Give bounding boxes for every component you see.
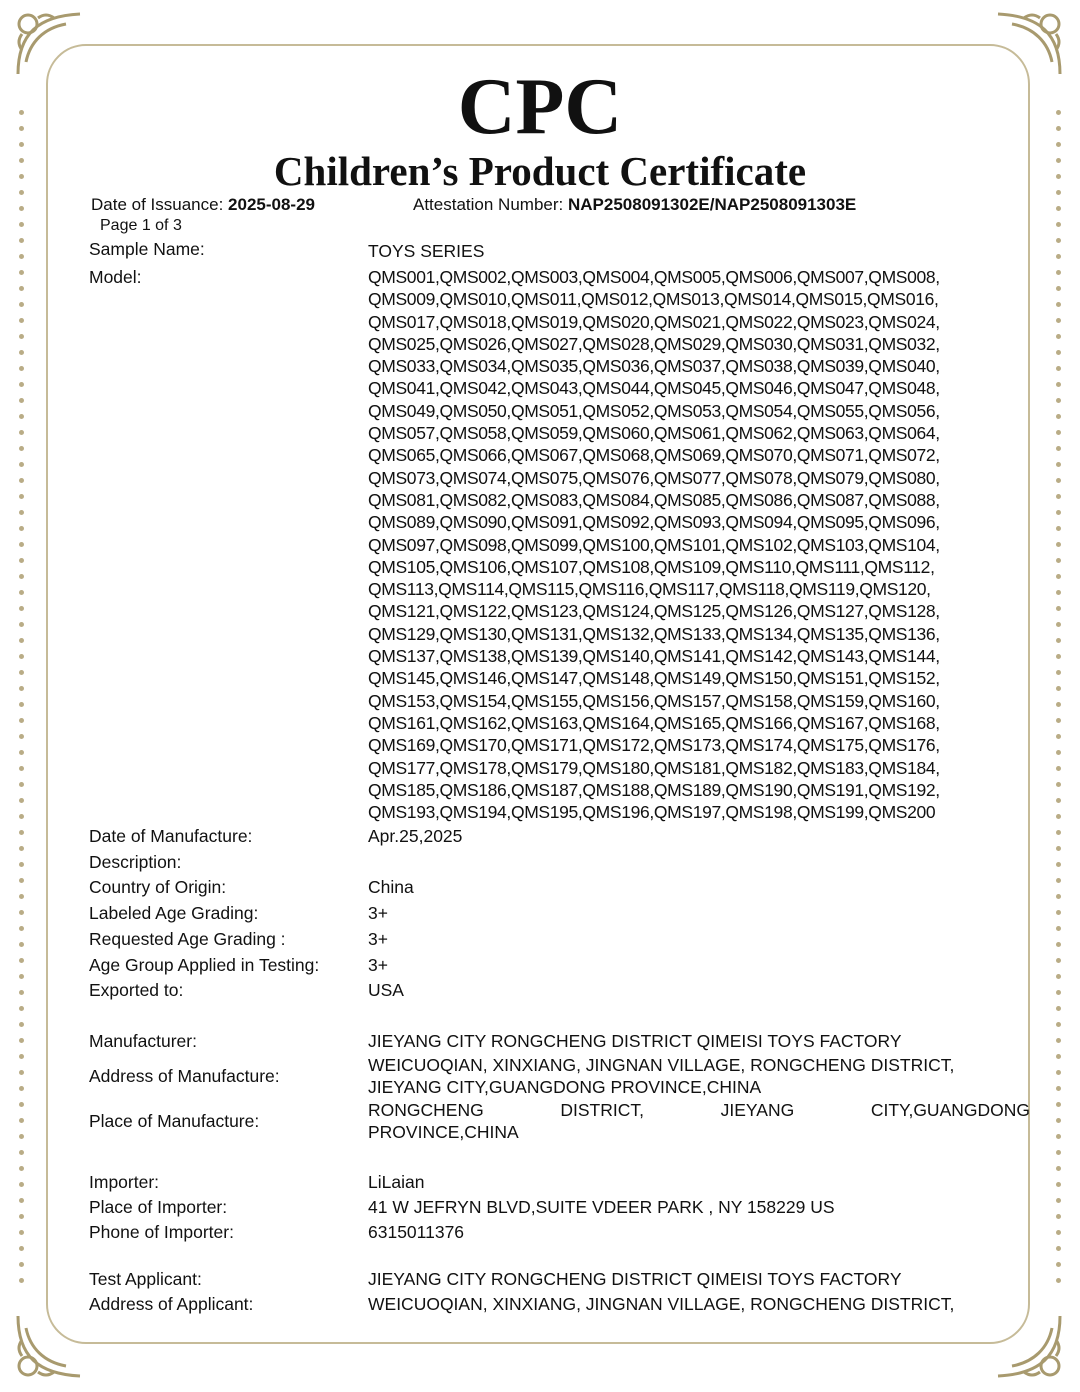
border-dot bbox=[1056, 382, 1061, 387]
border-dot bbox=[1056, 878, 1061, 883]
border-dot bbox=[1056, 238, 1061, 243]
place-manufacture-value bbox=[368, 1099, 1030, 1143]
border-dot bbox=[19, 302, 24, 307]
model-line: QMS177,QMS178,QMS179,QMS180,QMS181,QMS182,QMS183,QMS184, bbox=[368, 757, 940, 778]
tested-age-value: 3+ bbox=[368, 955, 388, 975]
border-dot bbox=[1056, 1230, 1061, 1235]
border-dot bbox=[19, 334, 24, 339]
model-line: QMS137,QMS138,QMS139,QMS140,QMS141,QMS142,QMS143,QMS144, bbox=[368, 646, 940, 667]
border-dot bbox=[1056, 414, 1061, 419]
model-line: QMS161,QMS162,QMS163,QMS164,QMS165,QMS166,QMS167,QMS168, bbox=[368, 712, 940, 733]
importer-place-label: Place of Importer: bbox=[89, 1197, 228, 1217]
model-line: QMS169,QMS170,QMS171,QMS172,QMS173,QMS174,QMS175,QMS176, bbox=[368, 735, 940, 756]
border-dot bbox=[19, 1150, 24, 1155]
issuance-date-value: 2025-08-29 bbox=[228, 195, 316, 214]
border-dot bbox=[19, 622, 24, 627]
border-dot bbox=[1056, 1166, 1061, 1171]
attestation-number bbox=[413, 195, 856, 215]
border-dot bbox=[1056, 446, 1061, 451]
border-dot bbox=[19, 350, 24, 355]
border-dot bbox=[19, 510, 24, 515]
border-dot bbox=[1056, 526, 1061, 531]
exported-label: Exported to: bbox=[89, 980, 184, 1000]
border-dot bbox=[1056, 1070, 1061, 1075]
requested-age-label: Requested Age Grading : bbox=[89, 929, 286, 949]
model-line: QMS017,QMS018,QMS019,QMS020,QMS021,QMS022,QMS023,QMS024, bbox=[368, 311, 940, 332]
border-dot bbox=[19, 686, 24, 691]
border-dot bbox=[19, 974, 24, 979]
ornament-corner-bottom-left-icon bbox=[8, 1306, 88, 1386]
border-dot bbox=[19, 270, 24, 275]
border-dot bbox=[1056, 350, 1061, 355]
border-dot bbox=[1056, 462, 1061, 467]
border-dot bbox=[19, 574, 24, 579]
border-dot bbox=[19, 430, 24, 435]
model-line: QMS113,QMS114,QMS115,QMS116,QMS117,QMS118,QMS119,QMS120, bbox=[368, 579, 931, 600]
border-dot bbox=[1056, 638, 1061, 643]
issuance-date bbox=[91, 195, 315, 215]
border-dot bbox=[1056, 494, 1061, 499]
border-dot bbox=[1056, 830, 1061, 835]
border-dot bbox=[1056, 478, 1061, 483]
model-line: QMS033,QMS034,QMS035,QMS036,QMS037,QMS038,QMS039,QMS040, bbox=[368, 356, 940, 377]
border-dot bbox=[19, 894, 24, 899]
border-dot bbox=[19, 1038, 24, 1043]
model-label: Model: bbox=[89, 267, 142, 287]
border-dot bbox=[1056, 702, 1061, 707]
dotted-border-top bbox=[134, 16, 954, 22]
border-dot bbox=[1056, 654, 1061, 659]
sample-name-label: Sample Name: bbox=[89, 239, 205, 259]
place-manufacture-line-2: PROVINCE,CHINA bbox=[368, 1122, 519, 1142]
sample-name-value: TOYS SERIES bbox=[368, 241, 485, 261]
border-dot bbox=[19, 254, 24, 259]
border-dot bbox=[19, 1214, 24, 1219]
address-manufacture-line-1: WEICUOQIAN, XINXIANG, JINGNAN VILLAGE, RONGCHENG DISTRICT, bbox=[368, 1055, 955, 1075]
origin-label: Country of Origin: bbox=[89, 877, 227, 897]
manufacturer-value: JIEYANG CITY RONGCHENG DISTRICT QIMEISI TOYS FACTORY bbox=[368, 1031, 902, 1051]
border-dot bbox=[1056, 1134, 1061, 1139]
border-dot bbox=[19, 862, 24, 867]
applicant-address-value: WEICUOQIAN, XINXIANG, JINGNAN VILLAGE, RONGCHENG DISTRICT, bbox=[368, 1294, 955, 1314]
border-dot bbox=[19, 1086, 24, 1091]
model-line: QMS097,QMS098,QMS099,QMS100,QMS101,QMS102,QMS103,QMS104, bbox=[368, 534, 940, 555]
border-dot bbox=[1056, 302, 1061, 307]
border-dot bbox=[19, 830, 24, 835]
border-dot bbox=[19, 910, 24, 915]
border-dot bbox=[19, 1230, 24, 1235]
place-manufacture-line-1: RONGCHENG DISTRICT, JIEYANG CITY,GUANGDONG bbox=[368, 1100, 1030, 1120]
importer-place-value: 41 W JEFRYN BLVD,SUITE VDEER PARK , NY 158229 US bbox=[368, 1197, 835, 1217]
border-dot bbox=[1056, 1038, 1061, 1043]
manufacture-date-value: Apr.25,2025 bbox=[368, 826, 463, 846]
address-manufacture-label: Address of Manufacture: bbox=[89, 1066, 280, 1086]
model-line: QMS065,QMS066,QMS067,QMS068,QMS069,QMS070,QMS071,QMS072, bbox=[368, 445, 940, 466]
model-line: QMS185,QMS186,QMS187,QMS188,QMS189,QMS190,QMS191,QMS192, bbox=[368, 779, 940, 800]
border-dot bbox=[1056, 366, 1061, 371]
border-dot bbox=[19, 478, 24, 483]
border-dot bbox=[1056, 510, 1061, 515]
border-dot bbox=[19, 782, 24, 787]
applicant-value: JIEYANG CITY RONGCHENG DISTRICT QIMEISI TOYS FACTORY bbox=[368, 1269, 902, 1289]
border-dot bbox=[19, 1278, 24, 1283]
border-dot bbox=[19, 446, 24, 451]
border-dot bbox=[19, 638, 24, 643]
border-dot bbox=[1056, 734, 1061, 739]
border-dot bbox=[19, 846, 24, 851]
border-dot bbox=[19, 398, 24, 403]
border-dot bbox=[19, 590, 24, 595]
labeled-age-label: Labeled Age Grading: bbox=[89, 903, 259, 923]
border-dot bbox=[1056, 1054, 1061, 1059]
model-line: QMS009,QMS010,QMS011,QMS012,QMS013,QMS014,QMS015,QMS016, bbox=[368, 289, 939, 310]
border-dot bbox=[19, 734, 24, 739]
border-dot bbox=[1056, 1246, 1061, 1251]
border-dot bbox=[19, 990, 24, 995]
border-dot bbox=[1056, 958, 1061, 963]
border-dot bbox=[19, 1118, 24, 1123]
border-dot bbox=[19, 222, 24, 227]
border-dot bbox=[19, 1134, 24, 1139]
labeled-age-value: 3+ bbox=[368, 903, 388, 923]
border-dot bbox=[19, 414, 24, 419]
model-line: QMS089,QMS090,QMS091,QMS092,QMS093,QMS094,QMS095,QMS096, bbox=[368, 512, 940, 533]
border-dot bbox=[1056, 798, 1061, 803]
border-dot bbox=[19, 1054, 24, 1059]
border-dot bbox=[1056, 1214, 1061, 1219]
border-dot bbox=[1056, 1006, 1061, 1011]
border-dot bbox=[1056, 270, 1061, 275]
border-dot bbox=[1056, 1086, 1061, 1091]
border-dot bbox=[1056, 1262, 1061, 1267]
tested-age-label: Age Group Applied in Testing: bbox=[89, 955, 320, 975]
border-dot bbox=[1056, 222, 1061, 227]
border-dot bbox=[1056, 558, 1061, 563]
border-dot bbox=[1056, 990, 1061, 995]
exported-value: USA bbox=[368, 980, 404, 1000]
page-number: Page 1 of 3 bbox=[100, 217, 182, 234]
border-dot bbox=[19, 238, 24, 243]
border-dot bbox=[1056, 1278, 1061, 1283]
model-line: QMS105,QMS106,QMS107,QMS108,QMS109,QMS110,QMS111,QMS112, bbox=[368, 556, 935, 577]
ornament-corner-bottom-right-icon bbox=[990, 1306, 1070, 1386]
model-line: QMS129,QMS130,QMS131,QMS132,QMS133,QMS134,QMS135,QMS136, bbox=[368, 623, 940, 644]
border-dot bbox=[19, 958, 24, 963]
border-dot bbox=[1056, 766, 1061, 771]
applicant-label: Test Applicant: bbox=[89, 1269, 202, 1289]
border-dot bbox=[19, 1246, 24, 1251]
importer-label: Importer: bbox=[89, 1172, 160, 1192]
border-dot bbox=[19, 766, 24, 771]
origin-value: China bbox=[368, 877, 414, 897]
border-dot bbox=[19, 382, 24, 387]
attestation-label: Attestation Number: bbox=[413, 195, 564, 214]
border-dot bbox=[1056, 606, 1061, 611]
border-dot bbox=[19, 878, 24, 883]
model-line: QMS025,QMS026,QMS027,QMS028,QMS029,QMS030,QMS031,QMS032, bbox=[368, 333, 940, 354]
border-dot bbox=[19, 558, 24, 563]
address-manufacture-line-2: JIEYANG CITY,GUANGDONG PROVINCE,CHINA bbox=[368, 1077, 762, 1097]
border-dot bbox=[19, 1166, 24, 1171]
border-dot bbox=[19, 718, 24, 723]
manufacture-date-label: Date of Manufacture: bbox=[89, 826, 253, 846]
border-dot bbox=[1056, 910, 1061, 915]
border-dot bbox=[19, 1182, 24, 1187]
border-dot bbox=[1056, 622, 1061, 627]
border-dot bbox=[19, 1198, 24, 1203]
dotted-border-bottom bbox=[134, 1372, 954, 1378]
border-dot bbox=[1056, 894, 1061, 899]
border-dot bbox=[19, 750, 24, 755]
manufacturer-label: Manufacturer: bbox=[89, 1031, 197, 1051]
model-line: QMS153,QMS154,QMS155,QMS156,QMS157,QMS158,QMS159,QMS160, bbox=[368, 690, 940, 711]
border-dot bbox=[19, 206, 24, 211]
border-dot bbox=[1056, 574, 1061, 579]
border-dot bbox=[1056, 398, 1061, 403]
border-dot bbox=[1056, 782, 1061, 787]
border-dot bbox=[19, 798, 24, 803]
border-dot bbox=[1056, 334, 1061, 339]
model-line: QMS041,QMS042,QMS043,QMS044,QMS045,QMS046,QMS047,QMS048, bbox=[368, 378, 940, 399]
model-list bbox=[368, 266, 1030, 823]
border-dot bbox=[19, 942, 24, 947]
requested-age-value: 3+ bbox=[368, 929, 388, 949]
border-dot bbox=[1056, 1118, 1061, 1123]
border-dot bbox=[1056, 846, 1061, 851]
issuance-date-label: Date of Issuance: bbox=[91, 195, 224, 214]
model-line: QMS145,QMS146,QMS147,QMS148,QMS149,QMS150,QMS151,QMS152, bbox=[368, 668, 940, 689]
border-dot bbox=[1056, 718, 1061, 723]
importer-value: LiLaian bbox=[368, 1172, 425, 1192]
border-dot bbox=[1056, 686, 1061, 691]
border-dot bbox=[1056, 542, 1061, 547]
border-dot bbox=[1056, 1198, 1061, 1203]
model-line: QMS193,QMS194,QMS195,QMS196,QMS197,QMS198,QMS199,QMS200 bbox=[368, 802, 936, 823]
border-dot bbox=[19, 926, 24, 931]
border-dot bbox=[1056, 254, 1061, 259]
model-line: QMS121,QMS122,QMS123,QMS124,QMS125,QMS126,QMS127,QMS128, bbox=[368, 601, 940, 622]
border-dot bbox=[1056, 942, 1061, 947]
border-dot bbox=[19, 606, 24, 611]
applicant-address-label: Address of Applicant: bbox=[89, 1294, 254, 1314]
border-dot bbox=[19, 286, 24, 291]
border-dot bbox=[19, 366, 24, 371]
model-line: QMS081,QMS082,QMS083,QMS084,QMS085,QMS086,QMS087,QMS088, bbox=[368, 489, 940, 510]
border-dot bbox=[19, 1070, 24, 1075]
certificate-subtitle: Children’s Product Certificate bbox=[273, 148, 807, 194]
border-dot bbox=[1056, 862, 1061, 867]
border-dot bbox=[1056, 318, 1061, 323]
border-dot bbox=[1056, 670, 1061, 675]
importer-phone-label: Phone of Importer: bbox=[89, 1222, 234, 1242]
border-dot bbox=[19, 1022, 24, 1027]
dotted-border-left bbox=[19, 110, 25, 1290]
border-dot bbox=[1056, 1150, 1061, 1155]
border-dot bbox=[1056, 206, 1061, 211]
border-dot bbox=[19, 462, 24, 467]
border-dot bbox=[19, 814, 24, 819]
border-dot bbox=[19, 702, 24, 707]
border-dot bbox=[1056, 1022, 1061, 1027]
border-dot bbox=[19, 1102, 24, 1107]
border-dot bbox=[1056, 814, 1061, 819]
place-manufacture-label: Place of Manufacture: bbox=[89, 1111, 260, 1131]
certificate-title: CPC bbox=[457, 63, 623, 151]
address-manufacture-value bbox=[368, 1054, 1030, 1098]
border-dot bbox=[19, 526, 24, 531]
border-dot bbox=[1056, 1102, 1061, 1107]
border-dot bbox=[19, 670, 24, 675]
border-dot bbox=[19, 1006, 24, 1011]
model-line: QMS001,QMS002,QMS003,QMS004,QMS005,QMS006,QMS007,QMS008, bbox=[368, 267, 940, 287]
dotted-border-right bbox=[1056, 110, 1062, 1290]
border-dot bbox=[19, 494, 24, 499]
attestation-value: NAP2508091302E/NAP2508091303E bbox=[567, 195, 857, 214]
border-dot bbox=[1056, 926, 1061, 931]
model-line: QMS073,QMS074,QMS075,QMS076,QMS077,QMS078,QMS079,QMS080, bbox=[368, 467, 940, 488]
border-dot bbox=[1056, 430, 1061, 435]
border-dot bbox=[19, 654, 24, 659]
model-line: QMS057,QMS058,QMS059,QMS060,QMS061,QMS062,QMS063,QMS064, bbox=[368, 423, 940, 444]
border-dot bbox=[1056, 974, 1061, 979]
border-dot bbox=[1056, 590, 1061, 595]
model-line: QMS049,QMS050,QMS051,QMS052,QMS053,QMS054,QMS055,QMS056, bbox=[368, 400, 940, 421]
description-label: Description: bbox=[89, 852, 182, 872]
border-dot bbox=[19, 1262, 24, 1267]
border-dot bbox=[1056, 286, 1061, 291]
border-dot bbox=[19, 542, 24, 547]
border-dot bbox=[1056, 1182, 1061, 1187]
importer-phone-value: 6315011376 bbox=[368, 1222, 465, 1242]
border-dot bbox=[1056, 750, 1061, 755]
border-dot bbox=[19, 318, 24, 323]
